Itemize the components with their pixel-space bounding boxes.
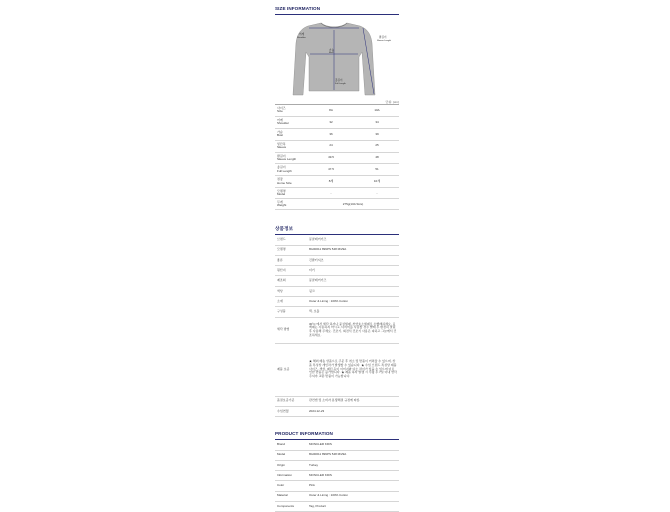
- en-info-table: [275, 440, 399, 512]
- full-length-value-8a: 47.5: [328, 167, 334, 172]
- full-length-value-10a: 51: [375, 167, 379, 172]
- kr-material-label: 소재: [277, 298, 283, 303]
- en-model-row: [275, 451, 399, 461]
- sleeve-length-value-8a: 49.5: [328, 155, 334, 160]
- kr-info-table: [275, 235, 399, 417]
- kr-type-row: [275, 256, 399, 266]
- kr-origin-value: 터키: [309, 267, 315, 272]
- sleeve-length-row-label: 팔길이 Sleeve Length: [277, 153, 297, 161]
- kr-import-label: 수입연월: [277, 408, 289, 413]
- home-size-value-8a: 8세: [328, 179, 334, 184]
- sleeve-label: 팔길이: [379, 36, 387, 39]
- en-components-value: Tag, Product: [309, 503, 326, 508]
- kr-warranty-row: [275, 344, 399, 397]
- kr-material-row: [275, 297, 399, 307]
- svg-text:Bust: Bust: [329, 52, 334, 54]
- sleeve-row-label: 밑단폭 Sleeve: [277, 141, 287, 150]
- sleeve-row: [275, 141, 399, 153]
- shoulder-value-8a: 32: [329, 119, 333, 124]
- sleeve-length-value-10a: 48: [375, 155, 379, 160]
- kr-model-label: 모델명: [277, 247, 286, 252]
- product-detail-column: [275, 6, 399, 512]
- shoulder-row-label: 어깨 Shoulder: [277, 117, 290, 126]
- unit-note: 단위: (cm): [385, 100, 399, 104]
- tshirt-diagram: [275, 17, 399, 99]
- kr-maker-value: 몽클레어키즈: [309, 278, 327, 283]
- sleeve-length-row: [275, 153, 399, 165]
- en-origin-label: Origin: [277, 462, 286, 467]
- kr-material-value: Outer & Lining : 100% Cotton: [309, 298, 349, 303]
- full-length-row: [275, 164, 399, 176]
- kr-wash-label: 세탁 방법: [277, 327, 290, 332]
- en-color-value: Pink: [309, 483, 315, 488]
- kr-wash-row: [275, 318, 399, 344]
- weight-row: [275, 199, 399, 210]
- en-brand-row: [275, 440, 399, 450]
- kr-origin-row: [275, 266, 399, 276]
- en-brand-label: Brand: [277, 442, 286, 446]
- kr-quality-value: 관련법 및 소비자 분쟁해결 규정에 따름: [309, 398, 360, 403]
- kr-warranty-value: ★ 해외 배송 상품으로 주문 후 취소 및 반품이 어려울 수 있으며, 상품 특성상 개인차가 발생할 수 있습니다. ★ 수입 브랜드 특성상 제품 사이즈, 색상, 패턴 등이 이미지와 다소 차이가 있을 수 있으며 이로 인한 반품은 불가합니다. ★ 제품 하자 발생 시 수령 후 7일 이내 연락 주셔야 교환·반품이 가능합니다.: [309, 359, 397, 379]
- en-material-label: Material: [277, 493, 288, 498]
- en-model-label: Model: [277, 452, 286, 457]
- kr-warranty-label: 제품 보증: [277, 366, 290, 371]
- svg-text:Full Length: Full Length: [335, 83, 346, 85]
- kr-quality-label: 품질보증기준: [277, 398, 295, 403]
- kr-brand-value: 몽클레어키즈: [309, 237, 327, 242]
- kr-origin-label: 원산지: [277, 267, 286, 272]
- en-components-label: Components: [277, 503, 295, 508]
- kr-import-value: 2024.12-23: [309, 408, 325, 413]
- en-material-row: [275, 492, 399, 502]
- kr-maker-label: 제조회: [277, 278, 286, 283]
- shoulder-row: [275, 117, 399, 129]
- kr-type-value: 긴팔티셔츠: [309, 257, 324, 262]
- en-info-title: PRODUCT INFORMATION: [275, 431, 333, 437]
- sleeve-value-8a: 24: [329, 143, 333, 148]
- shoulder-label: 어깨: [299, 33, 305, 36]
- en-brand-value: MONCLER KIDS: [309, 442, 332, 446]
- en-color-label: Color: [277, 483, 285, 488]
- en-origin-value: Turkey: [309, 462, 319, 467]
- bust-value-8a: 36: [329, 131, 333, 136]
- en-material-value: Outer & Lining : 100% Cotton: [309, 493, 349, 498]
- svg-text:Shoulder: Shoulder: [297, 37, 306, 39]
- full-length-row-label: 총길이 Full Length: [277, 165, 292, 173]
- kr-type-label: 종류: [277, 257, 283, 262]
- model-value-10a: -: [376, 190, 378, 195]
- kr-info-title: 상품정보: [275, 226, 294, 232]
- size-value-8a: 8A: [329, 107, 333, 112]
- kr-brand-label: 브랜드: [277, 237, 286, 242]
- kr-color-row: [275, 287, 399, 297]
- en-color-row: [275, 481, 399, 491]
- en-origin-row: [275, 461, 399, 471]
- kr-wash-value: 30˚C 에서 세탁 하거나 중성세제, 천연효소세제로 손빨래하세요. 표백제는 사용하지 마시고, 다리미를 사용할 경우 빨래 후 완전히 말린 후 사용해 주세요. 건조기, 회전식 건조기 사용은 피하고 그늘에서 건조하세요.: [309, 321, 397, 337]
- kr-maker-row: [275, 276, 399, 286]
- en-information-row: [275, 471, 399, 481]
- kr-components-value: 택, 보틀: [309, 309, 320, 314]
- size-table: [275, 104, 399, 210]
- kr-color-label: 색상: [277, 288, 283, 293]
- weight-value: 275g(10A Size): [342, 201, 364, 206]
- en-components-row: [275, 502, 399, 512]
- bust-value-10a: 39: [375, 131, 379, 136]
- shoulder-value-10a: 34: [375, 119, 379, 124]
- home-size-row: [275, 176, 399, 188]
- size-row-label: 사이즈 Size: [277, 106, 286, 114]
- weight-row-label: 무게 Weight: [277, 199, 287, 208]
- sleeve-value-10a: 25: [375, 143, 379, 148]
- kr-color-value: 핑크: [309, 288, 315, 293]
- home-size-row-label: 권장 Home Size: [277, 177, 292, 185]
- en-information-label: Information: [277, 472, 293, 477]
- model-row-label: 모델명 Model: [277, 188, 286, 197]
- size-section-divider: [275, 14, 399, 15]
- bust-row-label: 가슴 Bust: [277, 129, 284, 138]
- size-value-10a: 10A: [374, 107, 380, 112]
- size-section-title: SIZE INFORMATION: [275, 6, 321, 11]
- kr-model-value: 8G00011 899PS 548 M/29A: [309, 247, 347, 252]
- kr-components-label: 구성품: [277, 309, 286, 314]
- size-row: [275, 105, 399, 117]
- kr-brand-row: [275, 235, 399, 245]
- kr-import-row: [275, 407, 399, 417]
- kr-components-row: [275, 307, 399, 317]
- kr-quality-row: [275, 397, 399, 407]
- length-label: 총길이: [335, 79, 343, 82]
- bust-row: [275, 129, 399, 141]
- en-model-value: 8G00011 899PS 548 M/29A: [309, 452, 347, 457]
- svg-text:Sleeve Length: Sleeve Length: [377, 40, 391, 42]
- size-diagram: [275, 17, 399, 99]
- en-information-value: MONCLER KIDS: [309, 472, 332, 477]
- chest-label: 가슴: [329, 49, 335, 52]
- model-value-8a: -: [330, 190, 332, 195]
- model-row: [275, 188, 399, 199]
- home-size-value-10a: 10세: [373, 179, 381, 184]
- kr-model-row: [275, 246, 399, 256]
